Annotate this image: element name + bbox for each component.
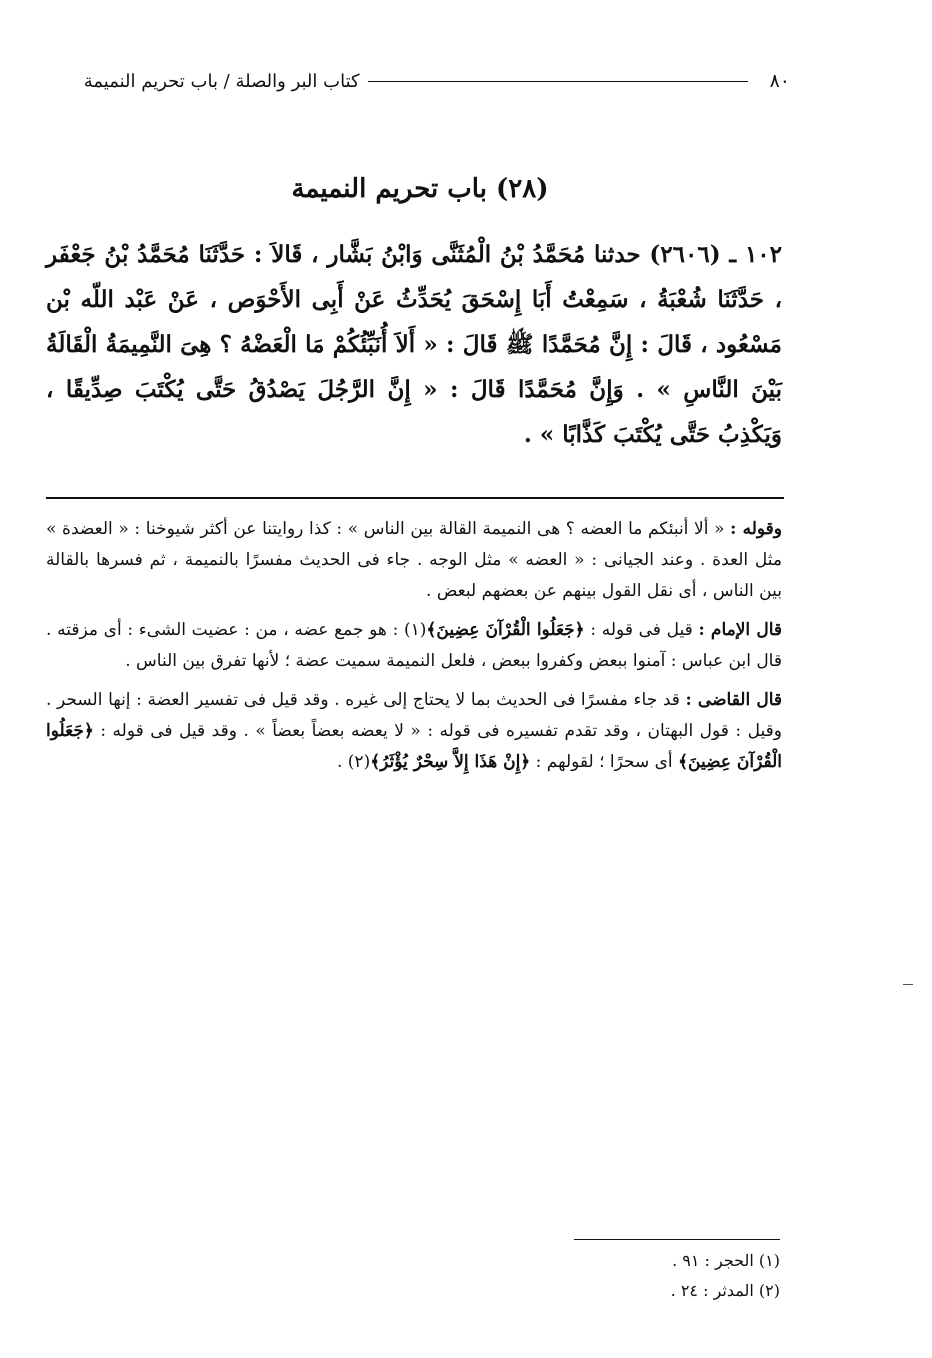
quran-quote: ﴿جَعَلُوا الْقُرْآنَ عِضِينَ﴾ [46,721,782,772]
footnote-ref: (٢) [347,752,371,772]
paragraph-text: قيل فى قوله : [584,620,699,640]
footnote-rule [574,1239,780,1240]
paragraph-text: : هو جمع عضه ، من : عضيت الشىء : أى مزقته . قال ابن عباس : آمنوا ببعض وكفروا ببعض ، فلعل النميمة سميت عضة ؛ لأنها تفرق بين الناس . [46,620,782,671]
commentary [46,514,782,786]
margin-mark [903,984,913,985]
hadith-text: ١٠٢ ـ (٢٦٠٦) حدثنا مُحَمَّدُ بْنُ الْمُثَنَّى وَابْنُ بَشَّار ، قَالاَ : حَدَّثَنَا مُحَمَّدُ بْنُ جَعْفَر ، حَدَّثَنَا شُعْبَةُ ، سَمِعْتُ أَبَا إِسْحَقَ يُحَدِّثُ عَنْ أَبِى الأَحْوَص ، عَنْ عَبْد اللّه بْن مَسْعُود ، قَالَ : إِنَّ مُحَمَّدًا ﷺ قَالَ : « أَلاَ أُنَبِّئُكُمْ مَا الْعَضْهُ ؟ هِىَ النَّمِيمَةُ الْقَالَةُ بَيْنَ النَّاسِ » . وَإِنَّ مُحَمَّدًا قَالَ : « إِنَّ الرَّجُلَ يَصْدُقُ حَتَّى يُكْتَبَ صِدِّيقًا ، وَيَكْذِبُ حَتَّى يُكْتَبَ كَذَّابًا » . [46,241,782,448]
paragraph-text: . [336,752,348,772]
paragraph-lead: قال الإمام : [698,620,783,640]
header-rule [368,81,748,82]
commentary-paragraph [46,514,782,607]
running-title: كتاب البر والصلة / باب تحريم النميمة [83,70,360,92]
commentary-paragraph [46,615,782,677]
paragraph-text: « ألا أنبئكم ما العضه ؟ هى النميمة القالة بين الناس » : كذا روايتنا عن أكثر شيوخنا : « العضدة » مثل العدة . وعند الجيانى : « العضه » مثل الوجه . جاء فى الحديث مفسرًا بالنميمة ، ثم فسرها بالقالة بين الناس ، أى نقل القول بينهم عن بعضهم لبعض . [46,519,782,601]
running-header [20,66,790,96]
quran-quote: ﴿إِنْ هَذَا إِلاَّ سِحْرٌ يُؤْثَرُ﴾ [370,752,531,772]
footnote: (١) الحجر : ٩١ . [672,1251,780,1270]
page-number: ٨٠ [769,70,790,92]
paragraph-text: قد جاء مفسرًا فى الحديث بما لا يحتاج إلى غيره . وقد قيل فى تفسير العضة : إنها السحر . وقيل : قول البهتان ، وقد تقدم تفسيره فى قوله : « لا يعضه بعضاً بعضاً » . وقد قيل فى قوله : [46,690,782,741]
chapter-title: (٢٨) باب تحريم النميمة [291,174,549,204]
paragraph-text: أى سحرًا ؛ لقولهم : [530,752,679,772]
quran-quote: ﴿جَعَلُوا الْقُرْآنَ عِضِينَ﴾ [426,620,585,640]
paragraph-lead: قال القاضى : [685,690,783,710]
commentary-paragraph [46,685,782,778]
footnote: (٢) المدثر : ٢٤ . [670,1281,780,1300]
paragraph-lead: وقوله : [730,519,782,539]
footnote-ref: (١) [404,620,427,640]
footnotes [540,1246,780,1306]
section-divider [46,497,784,499]
